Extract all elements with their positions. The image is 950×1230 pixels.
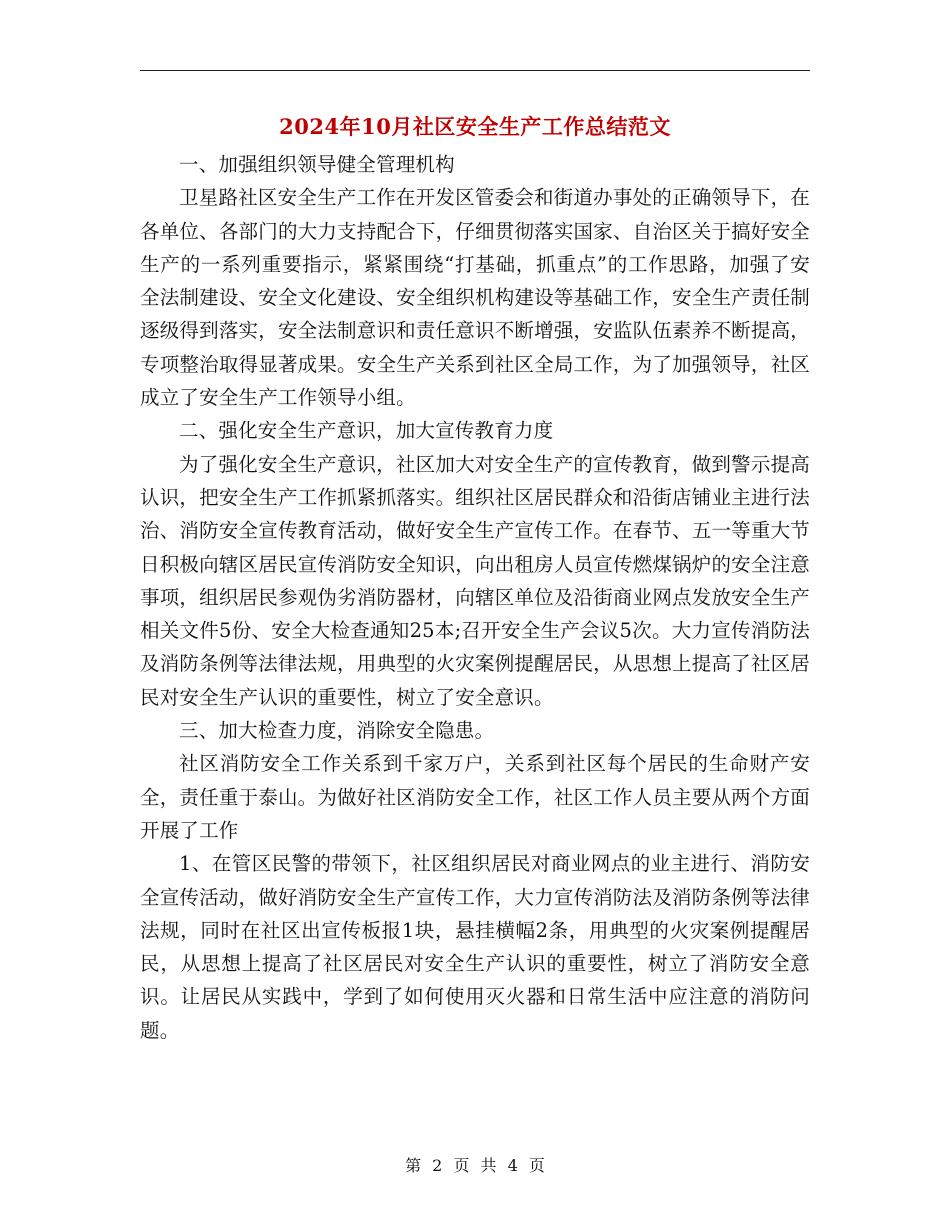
document-title: 2024年10月社区安全生产工作总结范文 bbox=[279, 114, 671, 139]
body-paragraph-2: 为了强化安全生产意识，社区加大对安全生产的宣传教育，做到警示提高认识，把安全生产工作抓紧抓落实。组织社区居民群众和沿街店铺业主进行法治、消防安全宣传教育活动，做好安全生产宣传工作。在春节、五一等重大节日积极向辖区居民宣传消防安全知识，向出租房人员宣传燃煤锅炉的安全注意事项，组织居民参观伪劣消防器材，向辖区单位及沿街商业网点发放安全生产相关文件5份、安全大检查通知25本;召开安全生产会议5次。大力宣传消防法及消防条例等法律法规，用典型的火灾案例提醒居民，从思想上提高了社区居民对安全生产认识的重要性，树立了安全意识。 bbox=[140, 452, 810, 709]
header-rule bbox=[140, 70, 810, 71]
document-body bbox=[140, 148, 810, 1047]
section-heading-3: 三、加大检查力度，消除安全隐患。 bbox=[179, 719, 495, 743]
section-heading-1: 一、加强组织领导健全管理机构 bbox=[179, 153, 455, 176]
body-paragraph-1: 卫星路社区安全生产工作在开发区管委会和街道办事处的正确领导下，在各单位、各部门的大力支持配合下，仔细贯彻落实国家、自治区关于搞好安全生产的一系列重要指示，紧紧围绕“打基础，抓重点”的工作思路，加强了安全法制建设、安全文化建设、安全组织机构建设等基础工作，安全生产责任制逐级得到落实，安全法制意识和责任意识不断增强，安监队伍素养不断提高，专项整治取得显著成果。安全生产关系到社区全局工作，为了加强领导，社区成立了安全生产工作领导小组。 bbox=[140, 186, 810, 410]
section-heading-2: 二、强化安全生产意识，加大宣传教育力度 bbox=[179, 419, 554, 443]
page-number-footer: 第 2 页 共 4 页 bbox=[405, 1156, 545, 1175]
body-paragraph-3: 社区消防安全工作关系到千家万户，关系到社区每个居民的生命财产安全，责任重于泰山。为做好社区消防安全工作，社区工作人员主要从两个方面开展了工作 bbox=[140, 752, 810, 842]
body-paragraph-4: 1、在管区民警的带领下，社区组织居民对商业网点的业主进行、消防安全宣传活动，做好消防安全生产宣传工作，大力宣传消防法及消防条例等法律法规，同时在社区出宣传板报1块，悬挂横幅2条，用典型的火灾案例提醒居民，从思想上提高了社区居民对安全生产认识的重要性，树立了消防安全意识。让居民从实践中，学到了如何使用灭火器和日常生活中应注意的消防问题。 bbox=[140, 852, 810, 1042]
